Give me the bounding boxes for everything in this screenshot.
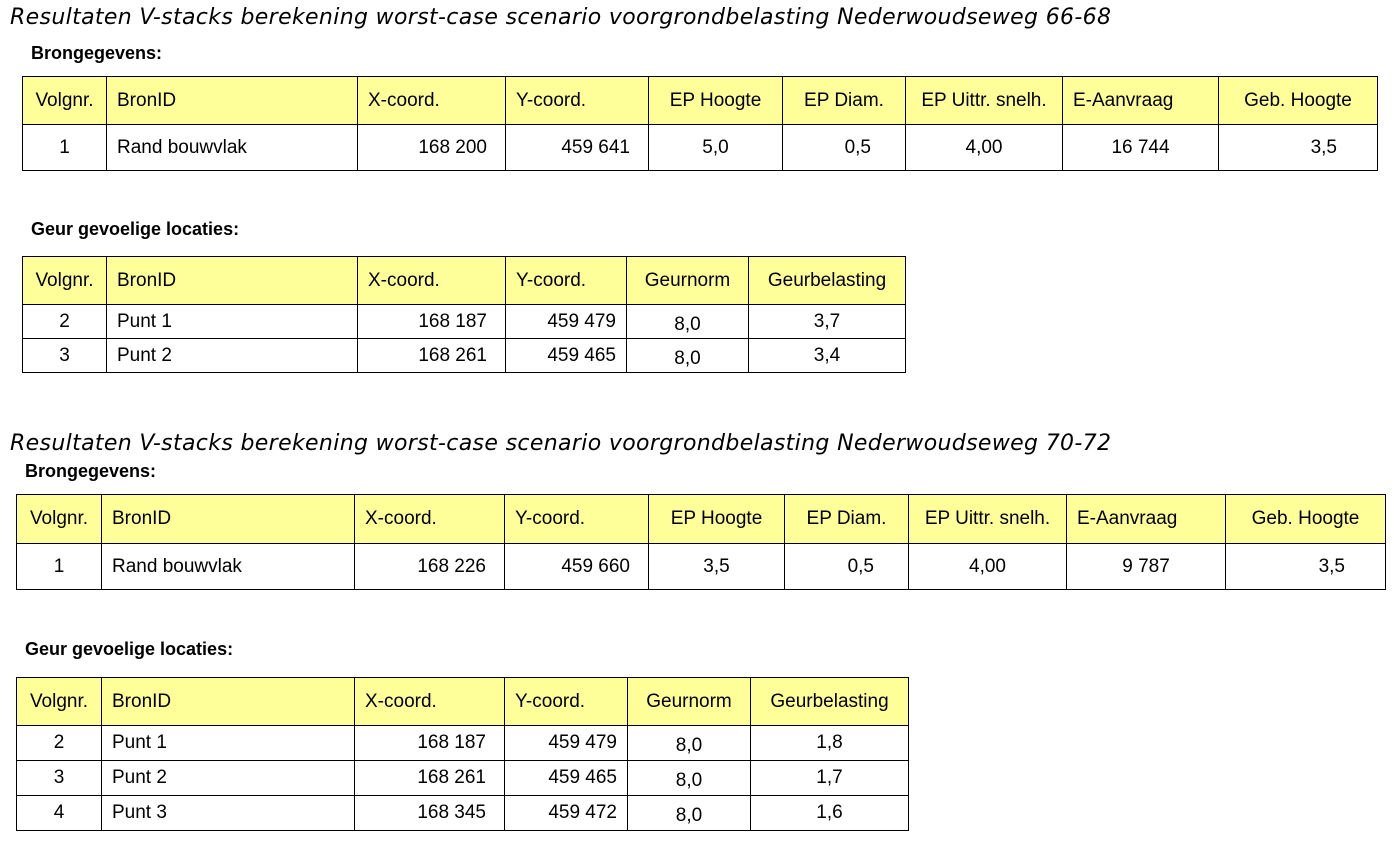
cell-ep-hoogte: 5,0 (649, 125, 783, 171)
cell-volgnr: 3 (23, 339, 107, 373)
cell-y-coord: 459 472 (505, 796, 628, 831)
col-header: BronID (102, 678, 355, 726)
cell-x-coord: 168 345 (355, 796, 505, 831)
cell-volgnr: 3 (17, 761, 102, 796)
cell-y-coord: 459 465 (505, 761, 628, 796)
col-header: Geurnorm (627, 257, 749, 305)
table-header-row (17, 495, 1386, 544)
cell-y-coord: 459 641 (506, 125, 649, 171)
col-header: X-coord. (355, 678, 505, 726)
cell-volgnr: 1 (23, 125, 107, 171)
section-1-locations-table (22, 256, 906, 373)
cell-ep-hoogte: 3,5 (649, 544, 785, 590)
cell-geurnorm: 8,0 (627, 339, 749, 373)
section-2-sources-heading: Brongegevens: (25, 461, 157, 481)
cell-x-coord: 168 261 (358, 339, 506, 373)
table-header-row (23, 77, 1378, 125)
col-header: BronID (102, 495, 355, 544)
cell-geurnorm: 8,0 (628, 761, 751, 796)
cell-geurbelasting: 1,8 (751, 726, 909, 761)
table-row (17, 761, 909, 796)
cell-geurbelasting: 1,7 (751, 761, 909, 796)
col-header: EP Diam. (783, 77, 906, 125)
cell-volgnr: 4 (17, 796, 102, 831)
col-header: X-coord. (358, 77, 506, 125)
cell-geurnorm: 8,0 (627, 305, 749, 339)
col-header: EP Hoogte (649, 495, 785, 544)
cell-volgnr: 1 (17, 544, 102, 590)
cell-bronid: Rand bouwvlak (107, 125, 358, 171)
cell-bronid: Punt 1 (102, 726, 355, 761)
cell-y-coord: 459 479 (505, 726, 628, 761)
cell-bronid: Punt 1 (107, 305, 358, 339)
col-header: Geb. Hoogte (1226, 495, 1386, 544)
cell-geb-hoogte: 3,5 (1219, 125, 1378, 171)
col-header: EP Hoogte (649, 77, 783, 125)
col-header: EP Uittr. snelh. (909, 495, 1067, 544)
cell-y-coord: 459 465 (506, 339, 627, 373)
cell-volgnr: 2 (17, 726, 102, 761)
col-header: Volgnr. (23, 77, 107, 125)
cell-volgnr: 2 (23, 305, 107, 339)
cell-ep-uittr: 4,00 (906, 125, 1063, 171)
cell-bronid: Punt 2 (107, 339, 358, 373)
cell-x-coord: 168 187 (355, 726, 505, 761)
col-header: Volgnr. (23, 257, 107, 305)
section-2-locations-table (16, 677, 909, 831)
cell-ep-diam: 0,5 (785, 544, 909, 590)
col-header: BronID (107, 257, 358, 305)
section-2-sources-table (16, 494, 1386, 590)
cell-y-coord: 459 660 (505, 544, 649, 590)
table-row (17, 796, 909, 831)
col-header: X-coord. (358, 257, 506, 305)
col-header: X-coord. (355, 495, 505, 544)
cell-x-coord: 168 226 (355, 544, 505, 590)
cell-geurbelasting: 3,7 (749, 305, 906, 339)
col-header: BronID (107, 77, 358, 125)
cell-ep-diam: 0,5 (783, 125, 906, 171)
cell-y-coord: 459 479 (506, 305, 627, 339)
cell-geurbelasting: 1,6 (751, 796, 909, 831)
col-header: Volgnr. (17, 678, 102, 726)
col-header: Geurbelasting (751, 678, 909, 726)
table-header-row (17, 678, 909, 726)
table-header-row (23, 257, 906, 305)
col-header: Y-coord. (506, 257, 627, 305)
cell-x-coord: 168 200 (358, 125, 506, 171)
cell-x-coord: 168 261 (355, 761, 505, 796)
cell-geurnorm: 8,0 (628, 796, 751, 831)
section-2-title: Resultaten V-stacks berekening worst-case scenario voorgrondbelasting Nederwoudseweg 70-72 (10, 431, 1112, 456)
section-1-title: Resultaten V-stacks berekening worst-case scenario voorgrondbelasting Nederwoudseweg 66-68 (10, 5, 1112, 30)
section-1-sources-heading: Brongegevens: (31, 43, 163, 63)
cell-bronid: Rand bouwvlak (102, 544, 355, 590)
col-header: Geb. Hoogte (1219, 77, 1378, 125)
col-header: E-Aanvraag (1063, 77, 1219, 125)
col-header: Y-coord. (505, 495, 649, 544)
table-row (17, 726, 909, 761)
col-header: E-Aanvraag (1067, 495, 1226, 544)
section-1-locations-heading: Geur gevoelige locaties: (31, 219, 240, 239)
cell-bronid: Punt 3 (102, 796, 355, 831)
cell-geb-hoogte: 3,5 (1226, 544, 1386, 590)
section-2-locations-heading: Geur gevoelige locaties: (25, 639, 234, 659)
cell-e-aanvraag: 16 744 (1063, 125, 1219, 171)
col-header: Y-coord. (506, 77, 649, 125)
table-row (17, 544, 1386, 590)
cell-e-aanvraag: 9 787 (1067, 544, 1226, 590)
col-header: Geurnorm (628, 678, 751, 726)
table-row (23, 305, 906, 339)
cell-x-coord: 168 187 (358, 305, 506, 339)
cell-bronid: Punt 2 (102, 761, 355, 796)
col-header: Geurbelasting (749, 257, 906, 305)
cell-ep-uittr: 4,00 (909, 544, 1067, 590)
col-header: EP Uittr. snelh. (906, 77, 1063, 125)
cell-geurnorm: 8,0 (628, 726, 751, 761)
table-row (23, 125, 1378, 171)
col-header: EP Diam. (785, 495, 909, 544)
col-header: Volgnr. (17, 495, 102, 544)
table-row (23, 339, 906, 373)
cell-geurbelasting: 3,4 (749, 339, 906, 373)
col-header: Y-coord. (505, 678, 628, 726)
section-1-sources-table (22, 76, 1378, 171)
